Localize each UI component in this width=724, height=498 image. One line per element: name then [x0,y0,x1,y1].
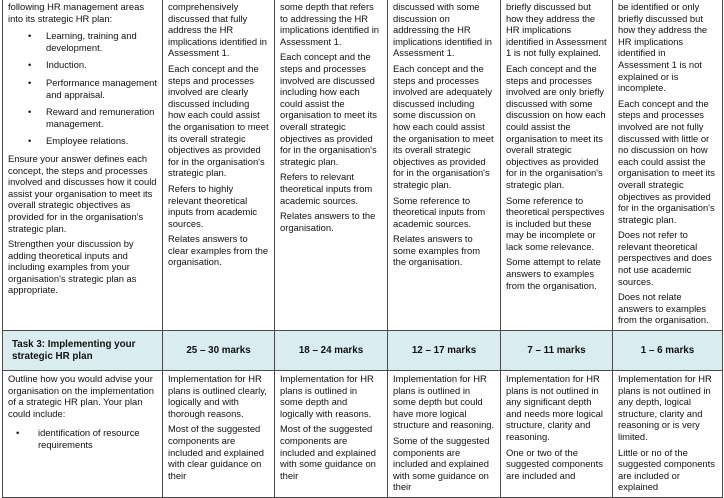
task3-components-list [8,427,157,450]
criterion-text: Some reference to theoretical inputs from academic sources. [393,194,486,229]
hr-area-item: • Employee relations. [28,135,129,147]
criterion-text: Implementation for HR plans is not outlined in any significant depth and needs more logical structure, clarity and reasoning. [506,373,603,442]
instruction-paragraph: Strengthen your discussion by adding theoretical inputs and including examples from your organisation's strategic plan as appropriate. [8,238,137,296]
criterion-text: Relates answers to some examples from the organisation. [393,233,481,268]
criterion-text: Most of the suggested components are included and explained with clear guidance on their [168,423,264,481]
band-cell-18-24 [275,0,388,331]
task2-criteria-row [3,0,723,331]
hr-area-item: • Performance management and appraisal. [28,76,157,100]
criterion-text: Each concept and the steps and processes involved are discussed including how each could assist the organisation to meet its overall strategic objectives as provided for in the organisation's strategic plan. [280,51,377,167]
band-cell-1-6 [613,0,723,331]
marks-band-label: 25 – 30 marks [163,331,275,371]
band-cell-25-30 [163,371,275,498]
marks-band-label: 12 – 17 marks [388,331,501,371]
criterion-text: be identified or only briefly discussed but how they address the HR implications identified in Assessment 1 is not explained or is incomplete. [618,1,708,94]
task3-intro-text: Outline how you would advise your organisation on the implementation of a strategic HR plan. Your plan could include: [8,373,154,419]
criterion-text: Relates answers to the organisation. [280,210,376,233]
criterion-text: Refers to highly relevant theoretical inputs from academic sources. [168,182,258,229]
criterion-text: some depth that refers to addressing the HR implications identified in Assessment 1. [280,1,380,47]
component-item: • identification of resource requirements [16,427,140,450]
task2-instructions-cell [3,0,163,331]
marks-band-label: 7 – 11 marks [501,331,613,371]
criterion-text: discussed with some discussion on addressing the HR implications identified in Assessment 1. [393,1,493,59]
hr-areas-list [8,30,157,147]
bullet-icon: • [28,135,32,147]
band-cell-12-17 [388,371,501,498]
criterion-text: briefly discussed but how they address the HR implications identified in Assessment 1 is not fully explained. [506,1,607,59]
criterion-text: Refers to relevant theoretical inputs from academic sources. [280,171,373,206]
criterion-text: Implementation for HR plans is outlined in some depth but could have more logical structure and reasoning. [393,373,495,431]
marking-rubric-table [2,0,723,498]
band-cell-18-24 [275,371,388,498]
task3-title: Task 3: Implementing your strategic HR plan [3,331,163,371]
bullet-icon: • [28,76,32,88]
criterion-text: Some reference to theoretical perspectives is included but these may be incomplete or lack some relevance. [506,194,605,252]
criterion-text: Each concept and the steps and processes involved are only briefly discussed with some discussion on how each could assist the organisation to meet its overall strategic objectives as provided for in the organisation's strategic plan. [506,62,606,190]
marks-band-label: 18 – 24 marks [275,331,388,371]
bullet-icon: • [16,427,20,439]
marks-band-label: 1 – 6 marks [613,331,723,371]
band-cell-1-6 [613,371,723,498]
band-cell-7-11 [501,371,613,498]
hr-area-item: • Induction. [28,59,87,71]
criterion-text: Each concept and the steps and processes involved are clearly discussed including how each could assist the organisation to meet its overall strategic objectives as provided for in the organisation's strategic plan. [168,62,269,179]
criterion-text: Little or no of the suggested components are included or explained [618,446,715,493]
bullet-icon: • [28,106,32,118]
criterion-text: comprehensively discussed that fully address the HR implications identified in Assessment 1. [168,1,268,59]
criterion-text: Implementation for HR plans is not outlined in any depth, logical structure, clarity and reasoning or is very limited. [618,373,712,442]
hr-area-item: • Reward and remuneration management. [28,106,155,129]
bullet-icon: • [28,59,32,71]
criterion-text: One or two of the suggested components are included and [506,446,603,481]
bullet-icon: • [28,30,32,42]
criterion-text: Implementation for HR plans is outlined in some depth and logically with reasons. [280,373,374,419]
instruction-paragraph: Ensure your answer defines each concept, the steps and processes involved and discusses how it could assist your organisation to meet its overall strategic objectives as provided for in the organisation's strategic plan. [8,152,157,234]
band-cell-25-30 [163,0,275,331]
criterion-text: Each concept and the steps and processes involved are not fully discussed with little or no discussion on how each could assist the organisation to meet its overall strategic objectives as provided for in the organisation's strategic plan. [618,97,715,225]
band-cell-7-11 [501,0,613,331]
criterion-text: Most of the suggested components are included and explained with some guidance on their [280,423,376,481]
hr-area-item: • Learning, training and development. [28,30,137,53]
criterion-text: Some attempt to relate answers to examples from the organisation. [506,256,601,291]
task3-header-row [3,331,723,371]
criterion-text: Implementation for HR plans is outlined clearly, logically and with thorough reasons. [168,373,267,419]
areas-lead-text: following HR management areas into its strategic HR plan: [8,1,145,24]
band-cell-12-17 [388,0,501,331]
criterion-text: Some of the suggested components are included and explained with some guidance on their [393,435,490,493]
criterion-text: Each concept and the steps and processes involved are adequately discussed including some discussion on how each could assist the organisation to meet its overall strategic objectives as provided for in the organisation's strategic plan. [393,62,494,190]
criterion-text: Does not relate answers to examples from the organisation. [618,291,709,326]
task3-criteria-row [3,371,723,498]
criterion-text: Does not refer to relevant theoretical perspectives and does not use academic sources. [618,229,712,287]
task3-instructions-cell [3,371,163,498]
criterion-text: Relates answers to clear examples from the organisation. [168,233,269,268]
